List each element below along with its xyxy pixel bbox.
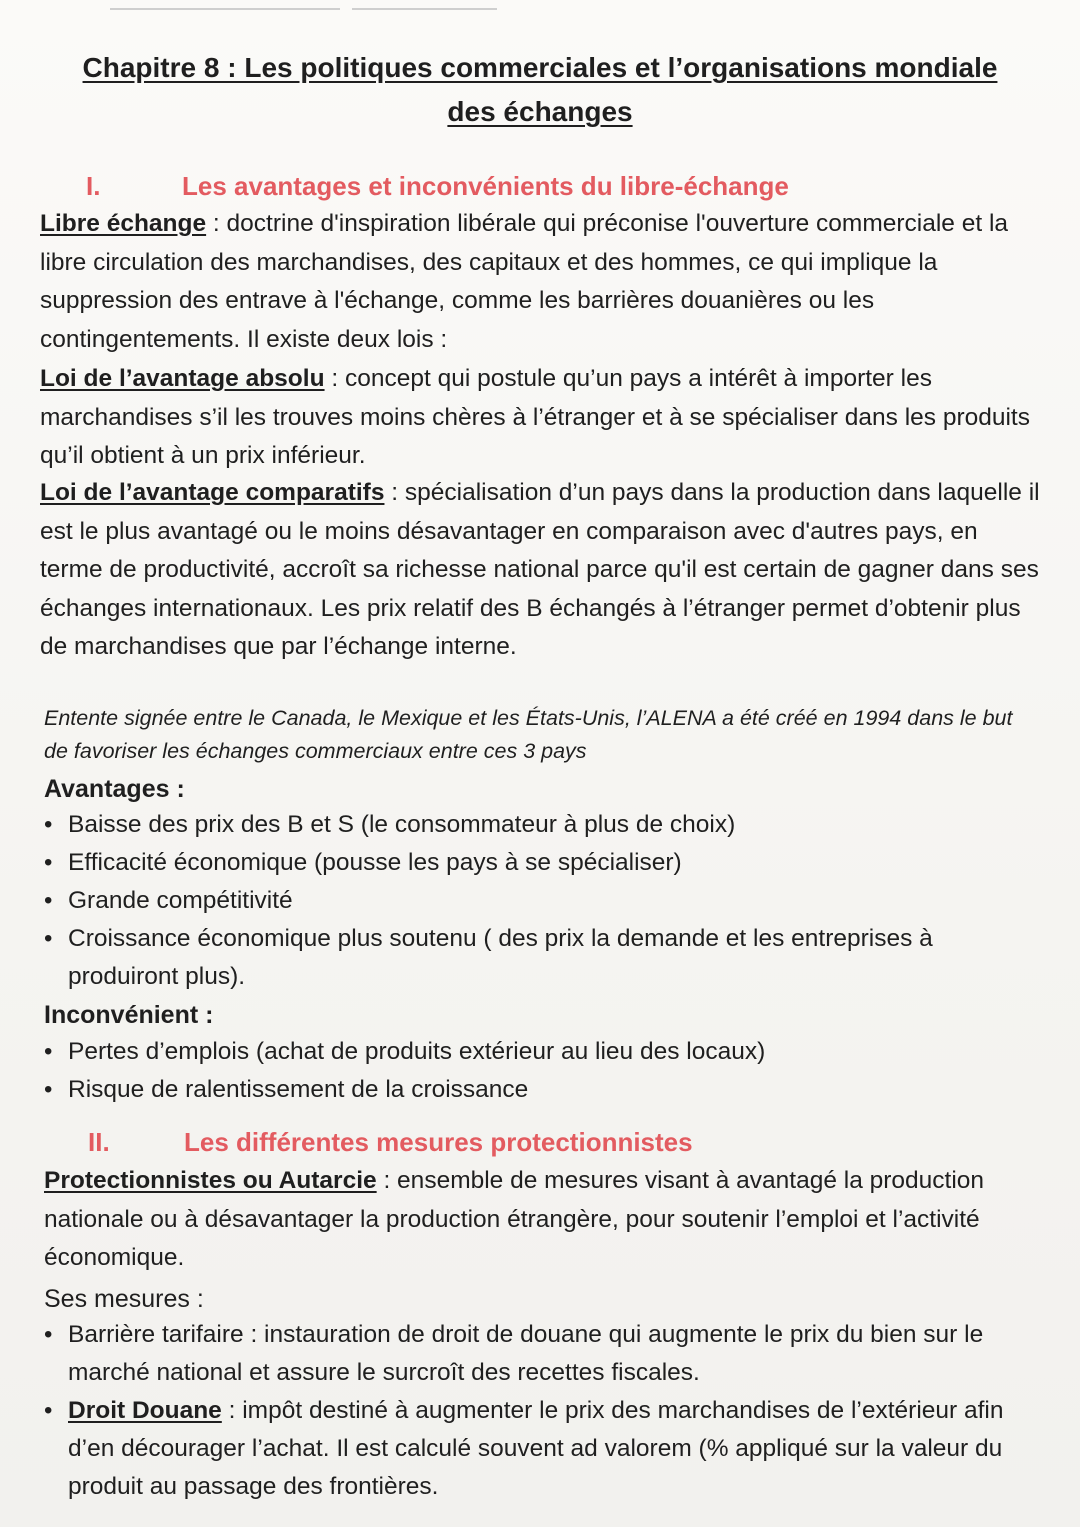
definition-protectionnistes-text: : ensemble de mesures visant à avantagé la production nationale ou à désavantager la production étrangère, pour soutenir l’emploi et l’activité économique. xyxy=(44,1167,985,1271)
section-2-title: Les différentes mesures protectionnistes xyxy=(184,1127,693,1157)
term-avantage-absolu: Loi de l’avantage absolu xyxy=(40,365,325,392)
top-rule-left xyxy=(110,8,340,10)
definition-protectionnistes xyxy=(44,1162,1034,1278)
mesures-heading: Ses mesures : xyxy=(44,1285,204,1313)
definition-avantage-comparatifs xyxy=(40,474,1040,667)
list-item: • Pertes d’emplois (achat de produits extérieur au lieu des locaux) xyxy=(44,1033,1024,1071)
list-item xyxy=(44,1392,1004,1506)
section-1-title: Les avantages et inconvénients du libre-échange xyxy=(182,171,789,201)
list-item xyxy=(44,1316,1004,1392)
barriere-tarifaire-text: Barrière tarifaire : instauration de droit de douane qui augmente le prix du bien sur le marché national et assure le surcroît des recettes fiscales. xyxy=(68,1321,984,1386)
list-item: • Grande compétitivité xyxy=(44,882,1024,920)
alena-note: Entente signée entre le Canada, le Mexique et les États-Unis, l’ALENA a été créé en 1994 dans le but de favoriser les échanges commerciaux entre ces 3 pays xyxy=(44,706,1013,763)
list-item: • Croissance économique plus soutenu ( des prix la demande et les entreprises à produiront plus). xyxy=(44,920,1024,996)
droit-douane-text: : impôt destiné à augmenter le prix des marchandises de l’extérieur afin d’en décourager l’achat. Il est calculé souvent ad valorem (% appliqué sur la valeur du produit au passage des frontières. xyxy=(68,1397,1004,1500)
section-1-number: I. xyxy=(86,171,101,201)
avantages-list xyxy=(44,806,1024,996)
inconvenients-list xyxy=(44,1033,1024,1109)
definition-avantage-absolu-text: : concept qui postule qu’un pays a intérêt à importer les marchandises s’il les trouves moins chères à l’étranger et à se spécialiser dans les produits qu’il obtient à un prix inférieur. xyxy=(40,365,1030,469)
mesures-list xyxy=(44,1316,1004,1506)
term-protectionnistes: Protectionnistes ou Autarcie xyxy=(44,1167,377,1194)
term-libre-echange: Libre échange xyxy=(40,210,207,237)
definition-libre-echange-text: : doctrine d'inspiration libérale qui préconise l'ouverture commerciale et la libre circulation des marchandises, des capitaux et des hommes, ce qui implique la suppression des entrave à l'échange, comme les barrières douanières ou les contingentements. Il existe deux lois : xyxy=(40,210,1009,353)
list-item: • Efficacité économique (pousse les pays à se spécialiser) xyxy=(44,844,1024,882)
section-2-number: II. xyxy=(88,1127,110,1157)
definition-libre-echange xyxy=(40,205,1040,359)
list-item: • Risque de ralentissement de la croissance xyxy=(44,1071,1024,1109)
term-avantage-comparatifs: Loi de l’avantage comparatifs xyxy=(40,479,385,506)
inconvenients-heading: Inconvénient : xyxy=(44,1001,214,1029)
definition-avantage-comparatifs-text: : spécialisation d’un pays dans la production dans laquelle il est le plus avantagé ou le moins désavantager en comparaison avec d'autres pays, en terme de productivité, accroît sa richesse national parce qu'il est certain de gagner dans ses échanges internationaux. Les prix relatif des B échangés à l’étranger permet d’obtenir plus de marchandises que par l’échange interne. xyxy=(40,479,1040,660)
section-1-heading xyxy=(86,168,789,204)
definition-avantage-absolu xyxy=(40,360,1040,476)
term-droit-douane: Droit Douane xyxy=(68,1397,222,1424)
section-2-heading xyxy=(88,1124,693,1160)
avantages-heading: Avantages : xyxy=(44,775,185,803)
chapter-title: Chapitre 8 : Les politiques commerciales et l’organisations mondiale des échanges xyxy=(82,52,998,127)
top-rule-right xyxy=(352,8,497,10)
list-item: • Baisse des prix des B et S (le consommateur à plus de choix) xyxy=(44,806,1024,844)
